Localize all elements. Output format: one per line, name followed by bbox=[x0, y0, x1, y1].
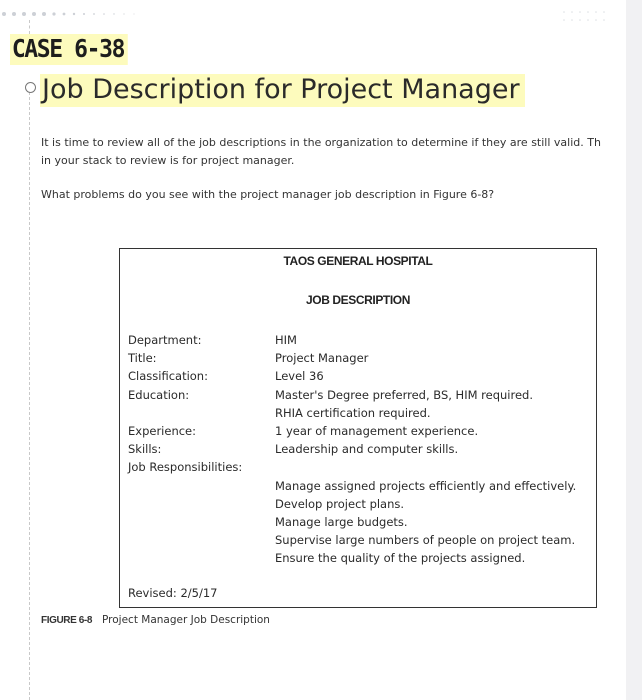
field-label: Classification: bbox=[128, 369, 208, 384]
figure-heading: JOB DESCRIPTION bbox=[305, 293, 411, 307]
field-value: Level 36 bbox=[275, 369, 324, 384]
margin-rule bbox=[29, 92, 30, 700]
field-row bbox=[128, 458, 588, 476]
job-description-figure bbox=[119, 248, 597, 608]
field-row bbox=[128, 367, 588, 385]
field-row bbox=[128, 549, 588, 567]
field-value: RHIA certification required. bbox=[275, 405, 431, 420]
field-row bbox=[128, 404, 588, 422]
case-label: CASE 6-38 bbox=[10, 34, 128, 65]
field-label bbox=[128, 477, 275, 495]
field-value: Manage assigned projects efficiently and effectively. bbox=[275, 478, 577, 493]
field-label bbox=[128, 495, 275, 513]
figure-number: FIGURE 6-8 bbox=[41, 615, 93, 626]
field-row bbox=[128, 331, 588, 349]
scroll-gutter bbox=[626, 0, 642, 700]
decorative-dots-corner bbox=[560, 8, 610, 28]
field-label: Department: bbox=[128, 333, 202, 347]
field-row bbox=[128, 477, 588, 495]
field-label: Job Responsibilities: bbox=[128, 460, 243, 475]
figure-caption-text: Project Manager Job Description bbox=[102, 614, 270, 626]
figure-caption bbox=[41, 614, 270, 626]
field-value: Develop project plans. bbox=[275, 496, 405, 511]
field-label bbox=[128, 404, 275, 422]
field-row bbox=[128, 513, 588, 531]
job-description-fields bbox=[128, 331, 588, 568]
field-label: Education: bbox=[128, 387, 190, 402]
field-row bbox=[128, 349, 588, 367]
field-value: Manage large budgets. bbox=[275, 515, 408, 530]
page-title: Job Description for Project Manager bbox=[40, 74, 525, 107]
field-value: Ensure the quality of the projects assigned. bbox=[275, 551, 526, 566]
hospital-name: TAOS GENERAL HOSPITAL bbox=[283, 254, 433, 268]
decorative-dots bbox=[0, 8, 140, 20]
field-value: Master's Degree preferred, BS, HIM required. bbox=[275, 387, 534, 402]
field-label: Title: bbox=[128, 351, 157, 366]
field-value: Leadership and computer skills. bbox=[275, 442, 459, 457]
bullet-circle-icon bbox=[25, 82, 36, 93]
field-label: Experience: bbox=[128, 424, 197, 439]
field-row bbox=[128, 495, 588, 513]
field-row bbox=[128, 386, 588, 404]
intro-line-2: in your stack to review is for project manager. bbox=[41, 154, 295, 167]
field-label bbox=[128, 549, 275, 567]
field-row bbox=[128, 422, 588, 440]
question-text: What problems do you see with the project manager job description in Figure 6-8? bbox=[41, 188, 495, 201]
field-label: Skills: bbox=[128, 442, 162, 457]
field-value: HIM bbox=[275, 333, 297, 347]
field-value: Project Manager bbox=[275, 351, 369, 366]
field-row bbox=[128, 440, 588, 458]
field-value: Supervise large numbers of people on project team. bbox=[275, 533, 576, 548]
field-value: 1 year of management experience. bbox=[275, 424, 479, 439]
intro-line-1: It is time to review all of the job descriptions in the organization to determine if they are still valid. Th bbox=[41, 136, 601, 149]
field-label bbox=[128, 513, 275, 531]
field-label bbox=[128, 531, 275, 549]
intro-paragraph bbox=[41, 134, 601, 170]
field-value bbox=[275, 458, 588, 476]
revised-date: Revised: 2/5/17 bbox=[128, 586, 218, 600]
field-row bbox=[128, 531, 588, 549]
